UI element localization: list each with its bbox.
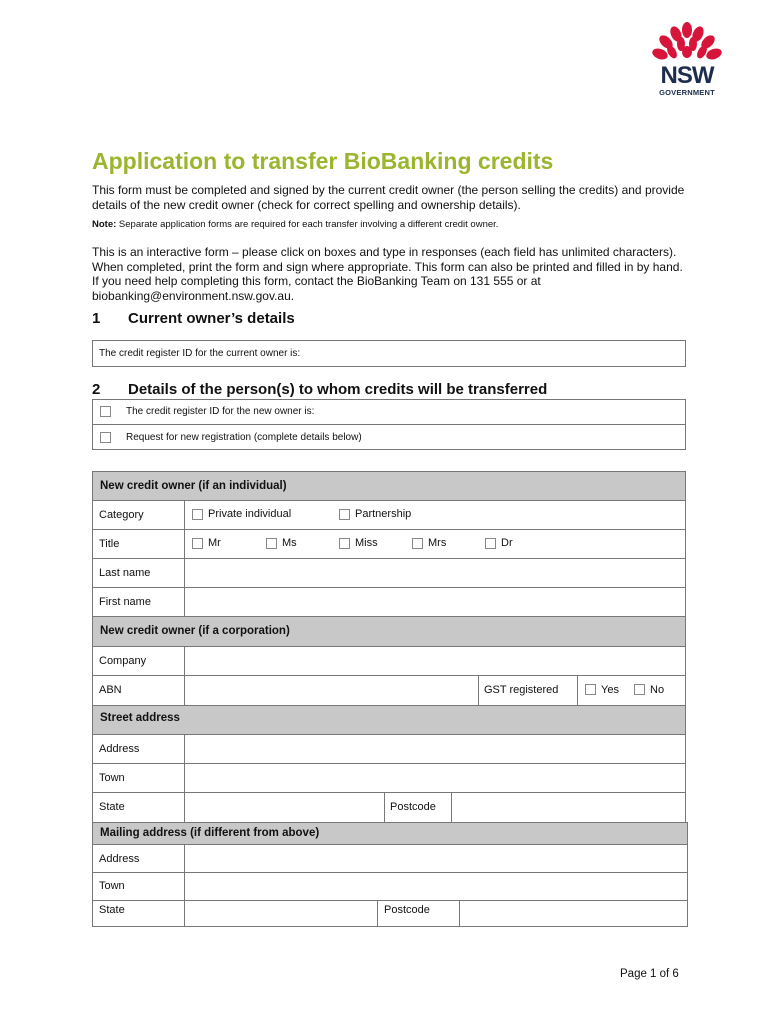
- page-title: Application to transfer BioBanking credits: [92, 148, 554, 174]
- note: [92, 219, 498, 230]
- title-label: Title: [99, 538, 120, 550]
- lastname-label: Last name: [99, 567, 151, 579]
- logo-wordmark: NSW: [660, 62, 714, 89]
- new-registration-row[interactable]: [92, 424, 686, 450]
- street-address-label: Address: [99, 743, 140, 755]
- ms-checkbox[interactable]: [266, 538, 277, 549]
- section2-number: 2: [92, 381, 101, 398]
- private-individual-checkbox[interactable]: [192, 509, 203, 520]
- partnership-checkbox[interactable]: [339, 509, 350, 520]
- gst-no-label: No: [650, 684, 665, 696]
- mailing-address-label: Address: [99, 853, 140, 865]
- mrs-checkbox[interactable]: [412, 538, 423, 549]
- street-address-row[interactable]: [92, 734, 686, 764]
- current-owner-id-field[interactable]: [92, 340, 686, 367]
- section2-title: Details of the person(s) to whom credits will be transferred: [128, 381, 548, 398]
- miss-checkbox[interactable]: [339, 538, 350, 549]
- new-owner-id-label: The credit register ID for the new owner is:: [126, 406, 315, 417]
- intro-paragraph: This form must be completed and signed by the current credit owner (the person selling the credits) and provide details of the new credit owner (check for correct spelling and ownership details).: [92, 183, 685, 212]
- dr-label: Dr: [501, 537, 513, 549]
- gst-no-checkbox[interactable]: [634, 684, 645, 695]
- mailing-address-row[interactable]: [92, 844, 688, 873]
- individual-header: New credit owner (if an individual): [92, 471, 686, 501]
- gst-label: GST registered: [484, 684, 559, 696]
- gst-yes-label: Yes: [601, 684, 619, 696]
- corporation-header: New credit owner (if a corporation): [92, 616, 686, 647]
- firstname-row[interactable]: [92, 587, 686, 617]
- mailing-town-label: Town: [99, 880, 125, 892]
- current-owner-id-label: The credit register ID for the current owner is:: [99, 348, 301, 359]
- miss-label: Miss: [355, 537, 378, 549]
- instructions-paragraph: This is an interactive form – please click on boxes and type in responses (each field has unlimited characters). When completed, print the form and sign where appropriate. This form can also be printed and filled in by hand. If you need help completing this form, contact the BioBanking Team on 131 555 or at biobanking@environment.nsw.gov.au.: [92, 245, 683, 303]
- title-row: [92, 529, 686, 559]
- street-state-row[interactable]: [92, 792, 686, 823]
- logo-subtitle: GOVERNMENT: [659, 88, 715, 97]
- ms-label: Ms: [282, 537, 297, 549]
- abn-row[interactable]: [92, 675, 686, 706]
- mailing-address-header: Mailing address (if different from above): [92, 822, 688, 845]
- street-town-label: Town: [99, 772, 125, 784]
- mailing-town-row[interactable]: [92, 872, 688, 901]
- firstname-label: First name: [99, 596, 151, 608]
- page-number: Page 1 of 6: [620, 968, 679, 980]
- note-label: Note:: [92, 219, 117, 230]
- mailing-postcode-label: Postcode: [384, 904, 430, 916]
- mrs-label: Mrs: [428, 537, 447, 549]
- abn-label: ABN: [99, 684, 122, 696]
- lastname-row[interactable]: [92, 558, 686, 588]
- category-label: Category: [99, 509, 144, 521]
- new-registration-checkbox[interactable]: [100, 432, 111, 443]
- mr-checkbox[interactable]: [192, 538, 203, 549]
- partnership-label: Partnership: [355, 508, 412, 520]
- gst-yes-checkbox[interactable]: [585, 684, 596, 695]
- note-text: Separate application forms are required for each transfer involving a different credit owner.: [118, 219, 499, 230]
- mailing-state-label: State: [99, 904, 125, 916]
- street-town-row[interactable]: [92, 763, 686, 793]
- private-individual-label: Private individual: [208, 508, 292, 520]
- new-owner-id-checkbox[interactable]: [100, 406, 111, 417]
- section1-number: 1: [92, 310, 101, 327]
- street-state-label: State: [99, 801, 125, 813]
- mr-label: Mr: [208, 537, 221, 549]
- street-postcode-label: Postcode: [390, 801, 436, 813]
- section1-title: Current owner’s details: [128, 310, 295, 327]
- new-registration-label: Request for new registration (complete details below): [126, 432, 362, 443]
- new-owner-id-row[interactable]: [92, 399, 686, 425]
- dr-checkbox[interactable]: [485, 538, 496, 549]
- company-row[interactable]: [92, 646, 686, 676]
- company-label: Company: [99, 655, 147, 667]
- street-address-header: Street address: [92, 705, 686, 735]
